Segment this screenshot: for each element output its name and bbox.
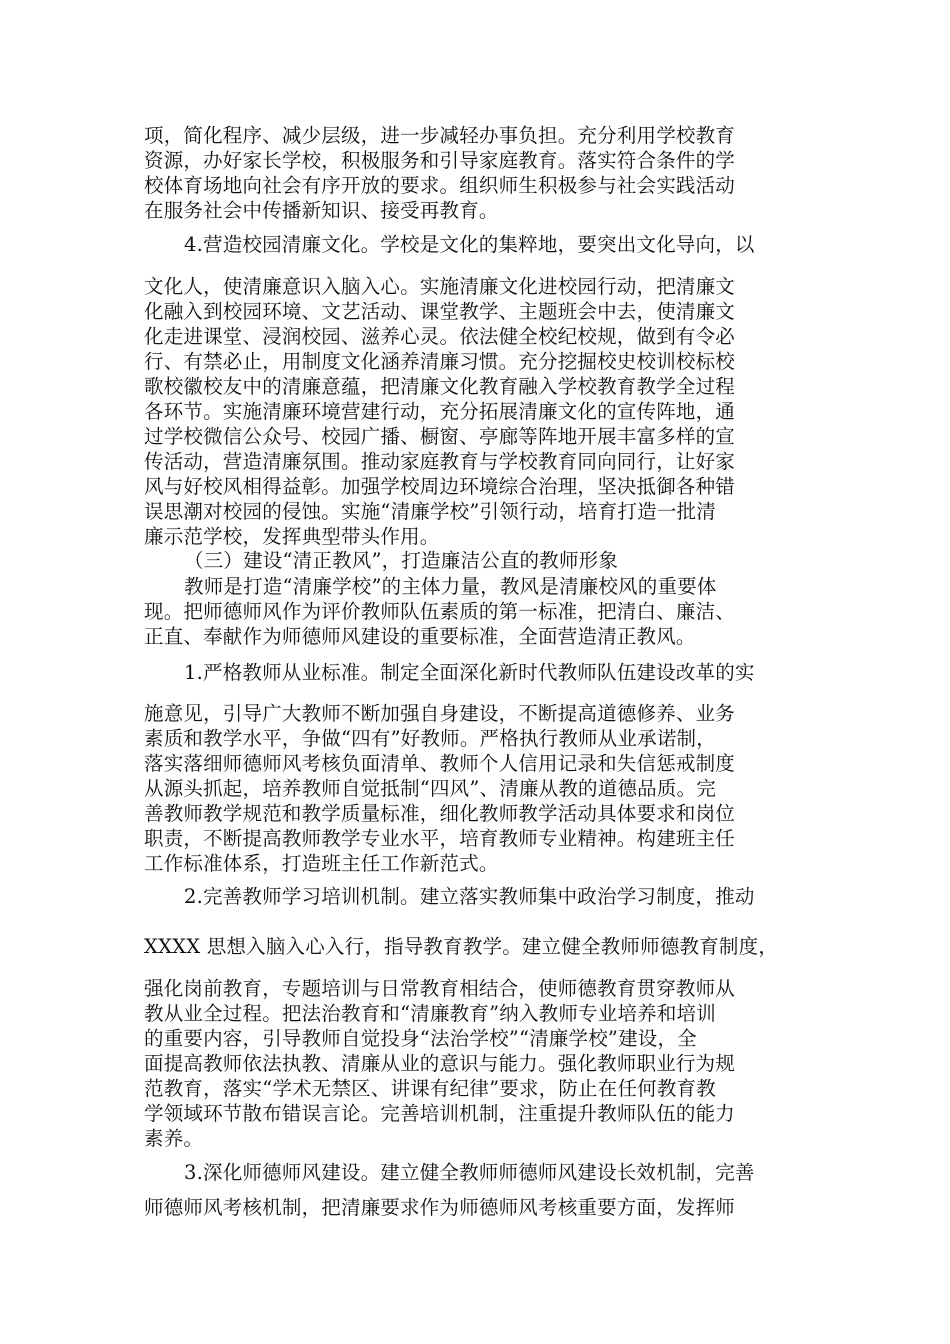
text-line: 歌校徽校友中的清廉意蕴，把清廉文化教育融入学校教育教学全过程 <box>144 375 736 398</box>
text-line: 风与好校风相得益彰。加强学校周边环境综合治理，坚决抵御各种错 <box>144 475 736 498</box>
text-line: 教师是打造“清廉学校”的主体力量，教风是清廉校风的重要体 <box>184 575 717 598</box>
text-line: 强化岗前教育，专题培训与日常教育相结合，使师德教育贯穿教师从 <box>144 977 736 1000</box>
text-line: 教从业全过程。把法治教育和“清廉教育”纳入教师专业培养和培训 <box>144 1002 716 1025</box>
text-line: 现。把师德师风作为评价教师队伍素质的第一标准，把清白、廉洁、 <box>144 600 736 623</box>
text-line: 师德师风考核机制，把清廉要求作为师德师风考核重要方面，发挥师 <box>144 1196 736 1219</box>
text-line: 学领域环节散布错误言论。完善培训机制，注重提升教师队伍的能力 <box>144 1102 736 1125</box>
paragraph-heading: 3.深化师德师风建设。建立健全教师师德师风建设长效机制，完善 <box>184 1161 755 1184</box>
text-line: 在服务社会中传播新知识、接受再教育。 <box>144 199 499 222</box>
text-line: 过学校微信公众号、校园广播、橱窗、亭廊等阵地开展丰富多样的宣 <box>144 425 736 448</box>
text-line: 资源，办好家长学校，积极服务和引导家庭教育。落实符合条件的学 <box>144 149 736 172</box>
text-line: 化融入到校园环境、文艺活动、课堂教学、主题班会中去，使清廉文 <box>144 300 736 323</box>
text-line: 工作标准体系，打造班主任工作新范式。 <box>144 852 499 875</box>
text-line: 面提高教师依法执教、清廉从业的意识与能力。强化教师职业行为规 <box>144 1052 736 1075</box>
text-line: 廉示范学校，发挥典型带头作用。 <box>144 525 440 548</box>
text-line: 善教师教学规范和教学质量标准，细化教师教学活动具体要求和岗位 <box>144 802 736 825</box>
paragraph-heading: 4.营造校园清廉文化。学校是文化的集粹地，要突出文化导向，以 <box>184 233 755 256</box>
text-line: XXXX 思想入脑入心入行，指导教育教学。建立健全教师师德教育制度， <box>144 935 779 958</box>
text-line: 化走进课堂、浸润校园、滋养心灵。依法健全校纪校规，做到有令必 <box>144 325 736 348</box>
text-line: 各环节。实施清廉环境营建行动，充分拓展清廉文化的宣传阵地，通 <box>144 400 736 423</box>
paragraph-heading: 1.严格教师从业标准。制定全面深化新时代教师队伍建设改革的实 <box>184 661 755 684</box>
paragraph-heading: 2.完善教师学习培训机制。建立落实教师集中政治学习制度，推动 <box>184 885 755 908</box>
text-line: 职责，不断提高教师教学专业水平，培育教师专业精神。构建班主任 <box>144 827 736 850</box>
text-line: 范教育，落实“学术无禁区、讲课有纪律”要求，防止在任何教育教 <box>144 1077 716 1100</box>
text-line: 落实落细师德师风考核负面清单、教师个人信用记录和失信惩戒制度 <box>144 752 736 775</box>
text-line: 文化人，使清廉意识入脑入心。实施清廉文化进校园行动，把清廉文 <box>144 275 736 298</box>
text-line: 误思潮对校园的侵蚀。实施“清廉学校”引领行动，培育打造一批清 <box>144 500 716 523</box>
text-line: 素养。 <box>144 1127 204 1150</box>
text-line: 素质和教学水平，争做“四有”好教师。严格执行教师从业承诺制， <box>144 727 716 750</box>
text-line: 行、有禁必止，用制度文化涵养清廉习惯。充分挖掘校史校训校标校 <box>144 350 736 373</box>
text-line: 正直、奉献作为师德师风建设的重要标准，全面营造清正教风。 <box>144 625 696 648</box>
text-line: 的重要内容，引导教师自觉投身“法治学校”“清廉学校”建设，全 <box>144 1027 697 1050</box>
text-line: 从源头抓起，培养教师自觉抵制“四风”、清廉从教的道德品质。完 <box>144 777 716 800</box>
text-line: 校体育场地向社会有序开放的要求。组织师生积极参与社会实践活动 <box>144 174 736 197</box>
text-line: 项，简化程序、减少层级，进一步减轻办事负担。充分利用学校教育 <box>144 124 736 147</box>
text-line: 施意见，引导广大教师不断加强自身建设，不断提高道德修养、业务 <box>144 702 736 725</box>
text-line: 传活动，营造清廉氛围。推动家庭教育与学校教育同向同行，让好家 <box>144 450 736 473</box>
section-heading: （三）建设“清正教风”，打造廉洁公直的教师形象 <box>184 549 619 572</box>
